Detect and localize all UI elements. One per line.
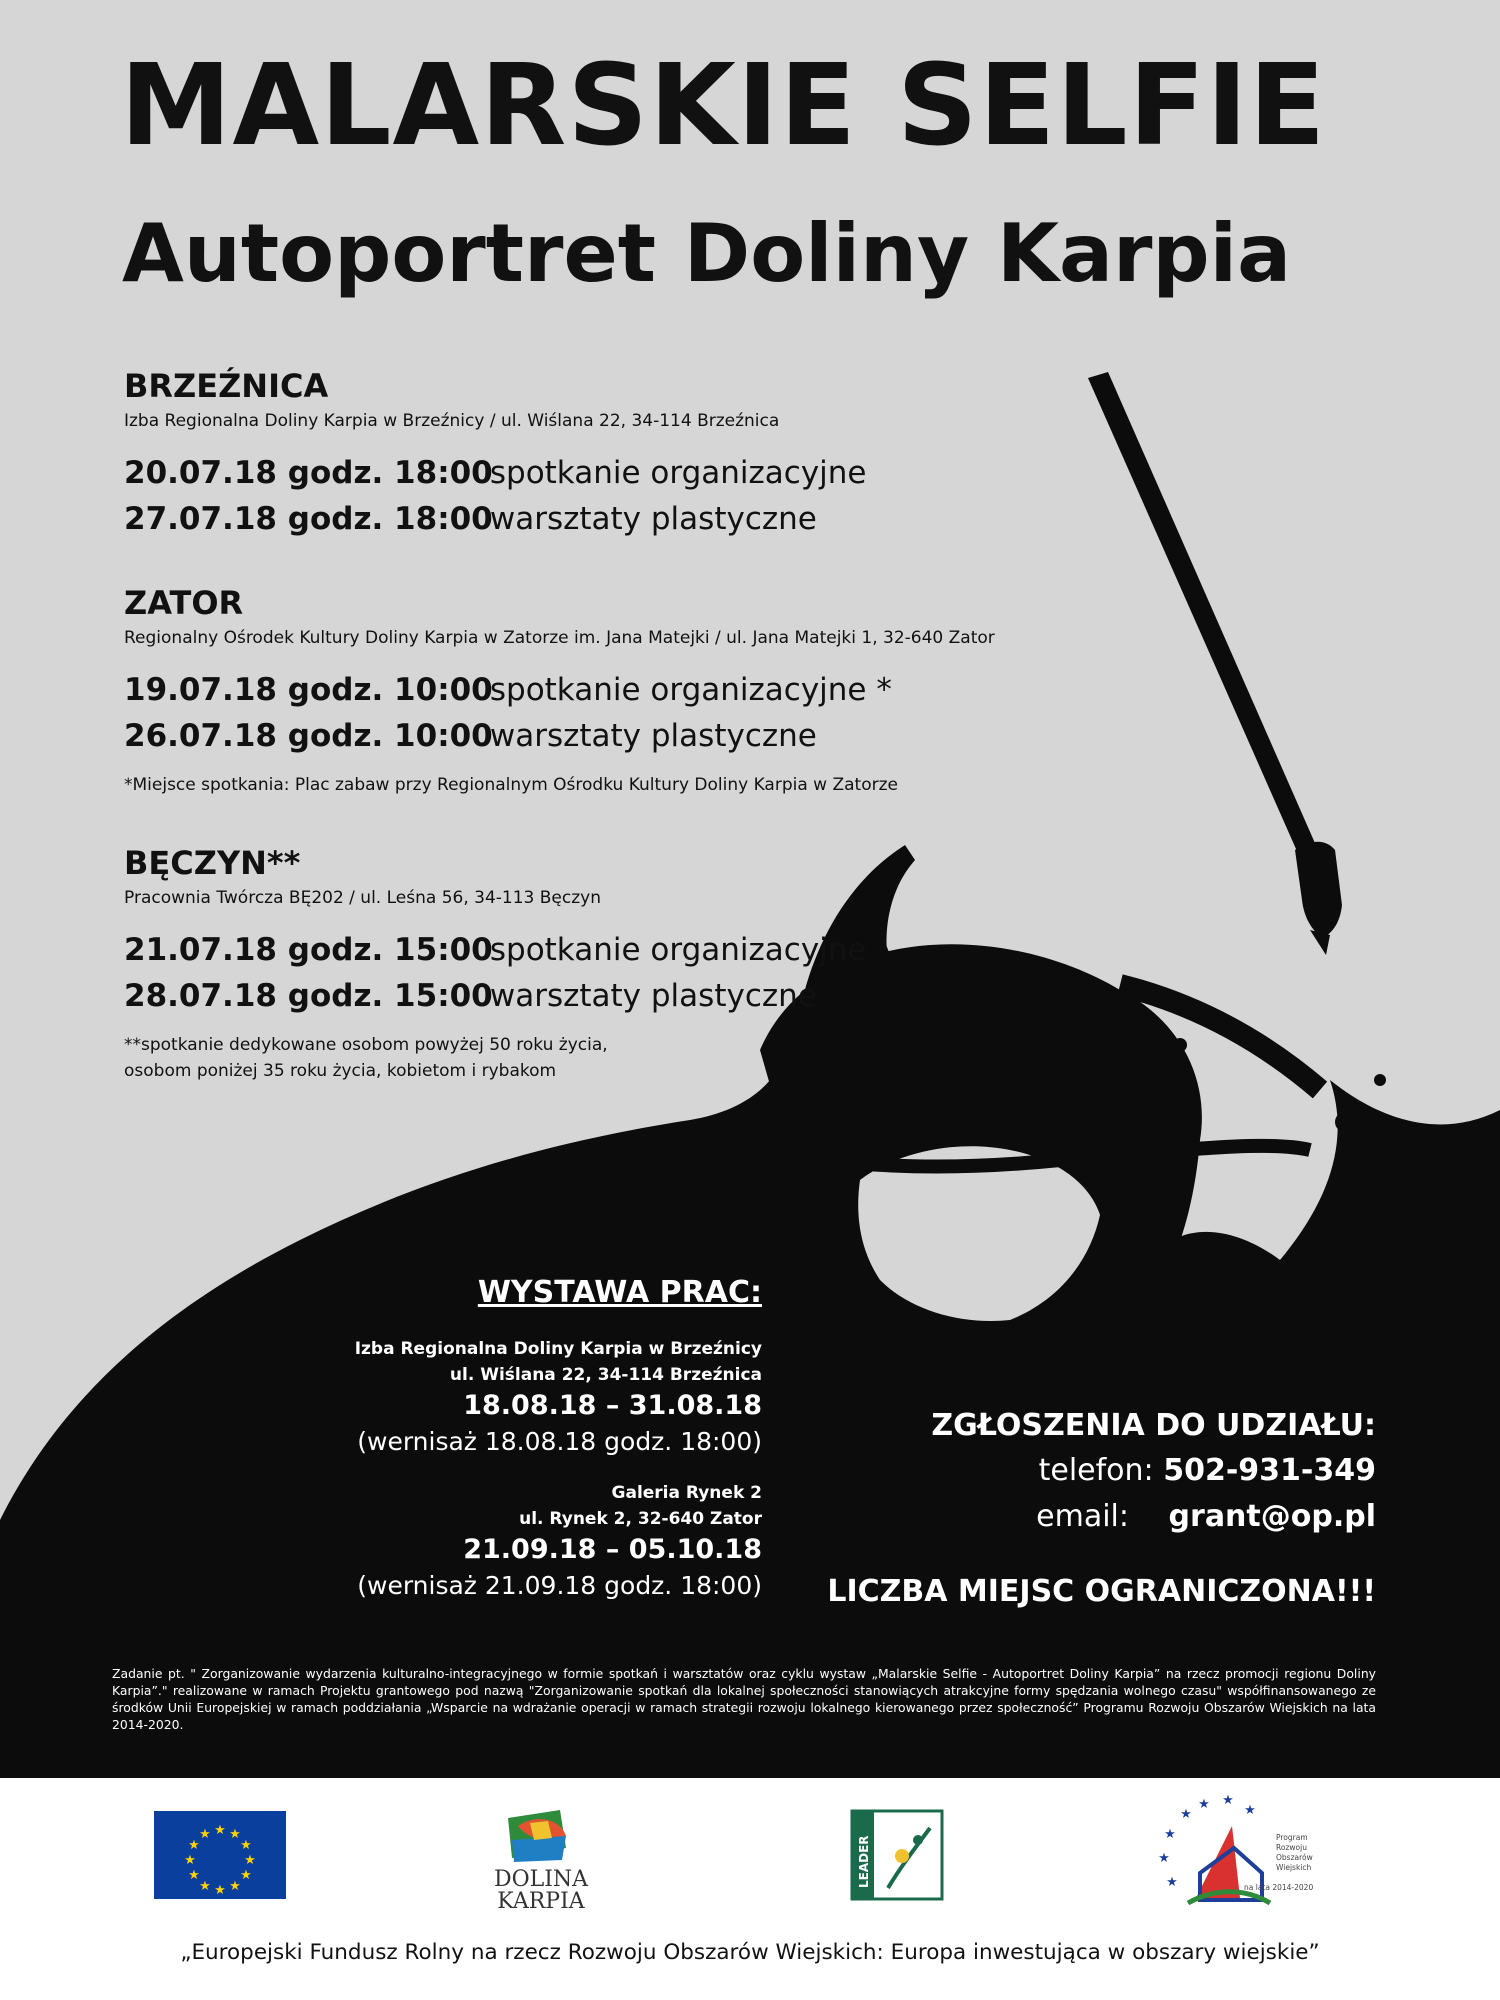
svg-text:★: ★: [240, 1868, 252, 1883]
event-datetime: 27.07.18 godz. 18:00: [124, 501, 493, 538]
logos-svg: [0, 1778, 1500, 1938]
location-note: [124, 1033, 1124, 1084]
svg-text:★: ★: [1166, 1875, 1178, 1890]
svg-text:Program: Program: [1276, 1833, 1308, 1842]
venue-vernissage: (wernisaż 18.08.18 godz. 18:00): [357, 1427, 762, 1456]
event-row: [124, 713, 1124, 759]
exhibition-heading: WYSTAWA PRAC:: [477, 1275, 762, 1310]
phone-label: telefon:: [1038, 1453, 1154, 1488]
location-zator: [124, 584, 1124, 799]
exhibition-venue: [242, 1336, 762, 1460]
event-datetime: 20.07.18 godz. 18:00: [124, 455, 493, 492]
poster-title: MALARSKIE SELFIE: [120, 41, 1327, 171]
event-row: [124, 450, 1124, 496]
event-datetime: 21.07.18 godz. 15:00: [124, 932, 493, 969]
exhibition: [242, 1275, 762, 1624]
ink-drop: [1374, 1074, 1386, 1086]
logo-strip: [0, 1778, 1500, 2000]
svg-text:★: ★: [229, 1879, 241, 1894]
event-row: [124, 496, 1124, 542]
leader-logo: [852, 1811, 942, 1899]
event-name: warsztaty plastyczne: [489, 718, 817, 755]
event-name: spotkanie organizacyjne: [489, 455, 867, 492]
venue-name: Galeria Rynek 2: [611, 1483, 762, 1503]
svg-text:★: ★: [1164, 1827, 1176, 1842]
event-row: [124, 973, 1124, 1019]
svg-text:na lata 2014-2020: na lata 2014-2020: [1244, 1883, 1314, 1892]
phone-number: 502-931-349: [1163, 1453, 1376, 1488]
location-town: BĘCZYN**: [124, 844, 301, 882]
svg-text:★: ★: [1244, 1803, 1256, 1818]
ink-drop: [1335, 1112, 1355, 1132]
location-address: Pracownia Twórcza BĘ202 / ul. Leśna 56, 34-113 Bęczyn: [124, 888, 601, 908]
contact-heading: ZGŁOSZENIA DO UDZIAŁU:: [931, 1408, 1376, 1443]
ink-drop: [1173, 1038, 1187, 1052]
svg-text:Rozwoju: Rozwoju: [1276, 1843, 1307, 1852]
exhibition-venue: [242, 1480, 762, 1604]
venue-address: ul. Wiślana 22, 34-114 Brzeźnica: [449, 1365, 762, 1385]
svg-text:★: ★: [240, 1838, 252, 1853]
svg-text:★: ★: [214, 1823, 226, 1838]
svg-text:★: ★: [244, 1853, 256, 1868]
location-note-line: **spotkanie dedykowane osobom powyżej 50 roku życia,: [124, 1035, 608, 1056]
svg-text:★: ★: [1222, 1793, 1234, 1808]
venue-vernissage: (wernisaż 21.09.18 godz. 18:00): [357, 1571, 762, 1600]
svg-text:★: ★: [1180, 1807, 1192, 1822]
svg-text:★: ★: [184, 1853, 196, 1868]
venue-name: Izba Regionalna Doliny Karpia w Brzeźnicy: [354, 1339, 762, 1359]
event-datetime: 19.07.18 godz. 10:00: [124, 672, 493, 709]
venue-dates: 18.08.18 – 31.08.18: [463, 1390, 762, 1421]
funding-fine-print: Zadanie pt. " Zorganizowanie wydarzenia kulturalno-integracyjnego w formie spotkań i warsztatów oraz cyklu wystaw „Malarskie Selfie - Autoportret Doliny Karpia” na rzecz promocji regionu Doliny Karpia”." realizowane w ramach Projektu grantowego pod nazwą "Zorganizowanie spotkań dla lokalnej społeczności stanowiących atrakcyjne formy spędzania wolnego czasu" współfinansowanego ze środków Unii Europejskiej w ramach poddziałania „Wsparcie na wdrażanie operacji w ramach strategii rozwoju lokalnego kierowanego przez społeczność” Programu Rozwoju Obszarów Wiejskich na lata 2014-2020.: [112, 1666, 1376, 1732]
location-town: BRZEŹNICA: [124, 367, 329, 405]
email-address: grant@op.pl: [1168, 1499, 1376, 1534]
eu-flag-logo: [154, 1811, 286, 1899]
svg-text:★: ★: [1158, 1851, 1170, 1866]
svg-text:★: ★: [199, 1879, 211, 1894]
svg-text:★: ★: [199, 1827, 211, 1842]
svg-text:Wiejskich: Wiejskich: [1276, 1863, 1312, 1872]
contact-phone-line: [776, 1448, 1376, 1494]
svg-text:Obszarów: Obszarów: [1276, 1853, 1313, 1862]
svg-text:KARPIA: KARPIA: [497, 1889, 585, 1914]
eafrd-slogan: „Europejski Fundusz Rolny na rzecz Rozwoju Obszarów Wiejskich: Europa inwestująca w obszary wiejskie”: [180, 1940, 1320, 1965]
event-row: [124, 667, 1124, 713]
venue-dates: 21.09.18 – 05.10.18: [463, 1534, 762, 1565]
svg-text:LEADER: LEADER: [857, 1835, 871, 1888]
location-note: *Miejsce spotkania: Plac zabaw przy Regionalnym Ośrodku Kultury Doliny Karpia w Zatorze: [124, 775, 898, 796]
svg-text:★: ★: [214, 1883, 226, 1898]
event-row: [124, 927, 1124, 973]
svg-text:DOLINA: DOLINA: [493, 1867, 589, 1892]
location-beczyn: [124, 844, 1124, 1084]
paint-brush-ferrule: [1295, 842, 1342, 938]
poster-subtitle: Autoportret Doliny Karpia: [122, 207, 1292, 300]
contact-block: [776, 1404, 1376, 1609]
event-name: warsztaty plastyczne: [489, 501, 817, 538]
location-address: Regionalny Ośrodek Kultury Doliny Karpia w Zatorze im. Jana Matejki / ul. Jana Matejki 1, 32-640 Zator: [124, 628, 995, 648]
event-name: warsztaty plastyczne: [489, 978, 817, 1015]
email-label: email:: [1036, 1499, 1129, 1534]
svg-text:★: ★: [188, 1838, 200, 1853]
event-name: spotkanie organizacyjne *: [489, 672, 892, 709]
event-datetime: 26.07.18 godz. 10:00: [124, 718, 493, 755]
location-address: Izba Regionalna Doliny Karpia w Brzeźnicy / ul. Wiślana 22, 34-114 Brzeźnica: [124, 411, 780, 431]
svg-text:★: ★: [1198, 1797, 1210, 1812]
dolina-karpia-logo: [494, 1810, 589, 1914]
contact-email-line: [776, 1494, 1376, 1540]
svg-text:★: ★: [229, 1827, 241, 1842]
location-town: ZATOR: [124, 584, 244, 622]
location-brzeznica: [124, 367, 1124, 542]
svg-text:★: ★: [188, 1868, 200, 1883]
prow-logo: [1158, 1793, 1313, 1903]
event-datetime: 28.07.18 godz. 15:00: [124, 978, 493, 1015]
location-note-line: osobom poniżej 35 roku życia, kobietom i rybakom: [124, 1060, 557, 1081]
venue-address: ul. Rynek 2, 32-640 Zator: [519, 1509, 762, 1529]
event-name: spotkanie organizacyjne: [489, 932, 867, 969]
places-limited-notice: LICZBA MIEJSC OGRANICZONA!!!: [827, 1574, 1376, 1609]
